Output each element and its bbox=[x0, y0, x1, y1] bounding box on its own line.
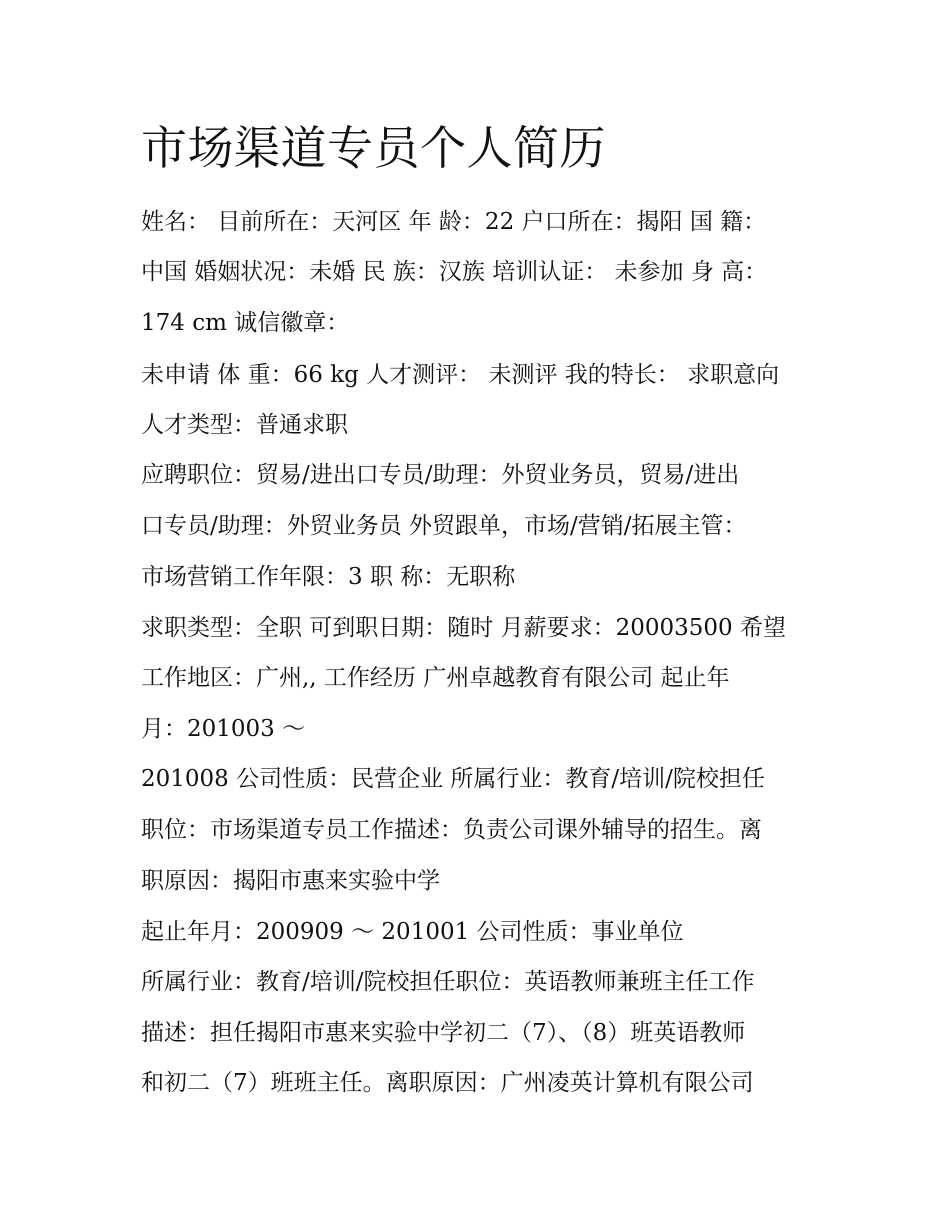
body-line: 姓名： 目前所在：天河区 年 龄：22 户口所在：揭阳 国 籍： bbox=[141, 209, 767, 235]
body-line: 所属行业：教育/培训/院校担任职位：英语教师兼班主任工作 bbox=[141, 969, 755, 995]
body-line: 201008 公司性质：民营企业 所属行业：教育/培训/院校担任 bbox=[141, 766, 765, 792]
body-line: 人才类型：普通求职 bbox=[141, 412, 348, 438]
body-line: 月：201003 ～ bbox=[141, 716, 306, 742]
body-line: 未申请 体 重：66 kg 人才测评： 未测评 我的特长： 求职意向 bbox=[141, 362, 780, 388]
body-line: 工作地区：广州,, 工作经历 广州卓越教育有限公司 起止年 bbox=[141, 665, 730, 691]
body-line: 口专员/助理：外贸业务员 外贸跟单，市场/营销/拓展主管： bbox=[141, 513, 747, 539]
body-line: 应聘职位：贸易/进出口专员/助理：外贸业务员，贸易/进出 bbox=[141, 462, 740, 488]
body-line: 职位：市场渠道专员工作描述：负责公司课外辅导的招生。离 bbox=[141, 817, 762, 843]
body-line: 中国 婚姻状况：未婚 民 族：汉族 培训认证： 未参加 身 高： bbox=[141, 259, 768, 285]
body-line: 职原因：揭阳市惠来实验中学 bbox=[141, 868, 440, 894]
resume-title: 市场渠道专员个人简历 bbox=[141, 121, 606, 175]
body-line: 描述：担任揭阳市惠来实验中学初二（7）、（8）班英语教师 bbox=[141, 1020, 746, 1046]
body-line: 和初二（7）班班主任。离职原因：广州凌英计算机有限公司 bbox=[141, 1070, 754, 1096]
body-line: 市场营销工作年限：3 职 称：无职称 bbox=[141, 564, 516, 590]
body-line: 174 cm 诚信徽章： bbox=[141, 310, 350, 336]
body-line: 求职类型：全职 可到职日期：随时 月薪要求：20003500 希望 bbox=[141, 615, 786, 641]
body-line: 起止年月：200909 ～ 201001 公司性质：事业单位 bbox=[141, 919, 684, 945]
